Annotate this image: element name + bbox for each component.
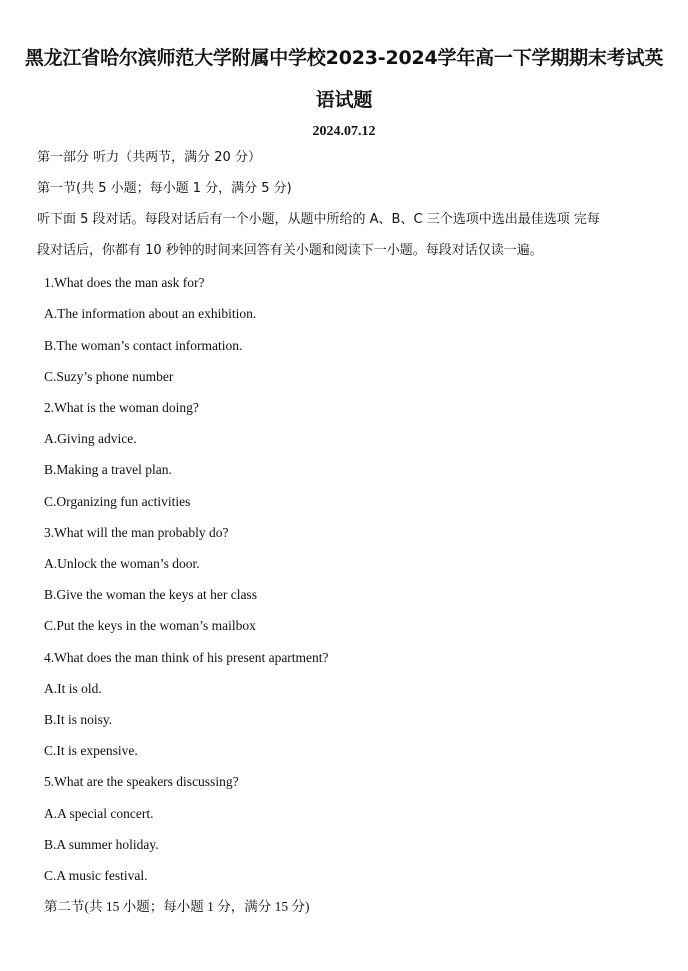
question-2-option-b: B.Making a travel plan. [44, 462, 172, 477]
question-1-stem: 1.What does the man ask for? [44, 275, 205, 290]
question-4-option-b: B.It is noisy. [44, 712, 113, 727]
question-3-stem: 3.What will the man probably do? [44, 525, 229, 540]
question-4-option-a: A.It is old. [44, 681, 102, 696]
question-2-stem: 2.What is the woman doing? [44, 400, 199, 415]
instructions-line-2: 段对话后，你都有 10 秒钟的时间来回答有关小题和阅读下一小题。每段对话仅读一遍。 [37, 243, 543, 258]
part1-heading: 第一部分 听力（共两节，满分 20 分） [37, 150, 261, 165]
instructions-line-1: 听下面 5 段对话。每段对话后有一个小题，从题中所给的 A、B、C 三个选项中选出最佳选项 完每 [37, 212, 600, 227]
question-3-option-b: B.Give the woman the keys at her class [44, 587, 257, 602]
document-title-line-1: 黑龙江省哈尔滨师范大学附属中学校2023-2024学年高一下学期期末考试英 [24, 47, 664, 69]
question-1-option-b: B.The woman’s contact information. [44, 338, 243, 353]
exam-date: 2024.07.12 [312, 124, 376, 139]
question-3-option-c: C.Put the keys in the woman’s mailbox [44, 618, 256, 633]
section1-heading: 第一节(共 5 小题；每小题 1 分，满分 5 分) [37, 181, 292, 196]
question-4-stem: 4.What does the man think of his present apartment? [44, 650, 329, 665]
question-1-option-c: C.Suzy’s phone number [44, 369, 174, 384]
question-5-stem: 5.What are the speakers discussing? [44, 774, 239, 789]
question-5-option-a: A.A special concert. [44, 806, 154, 821]
document-title-line-2: 语试题 [315, 89, 373, 111]
section2-heading: 第二节(共 15 小题；每小题 1 分，满分 15 分) [44, 899, 310, 914]
question-2-option-a: A.Giving advice. [44, 431, 137, 446]
question-5-option-c: C.A music festival. [44, 868, 148, 883]
question-2-option-c: C.Organizing fun activities [44, 494, 191, 509]
question-1-option-a: A.The information about an exhibition. [44, 306, 257, 321]
question-5-option-b: B.A summer holiday. [44, 837, 159, 852]
question-4-option-c: C.It is expensive. [44, 743, 138, 758]
question-3-option-a: A.Unlock the woman’s door. [44, 556, 200, 571]
